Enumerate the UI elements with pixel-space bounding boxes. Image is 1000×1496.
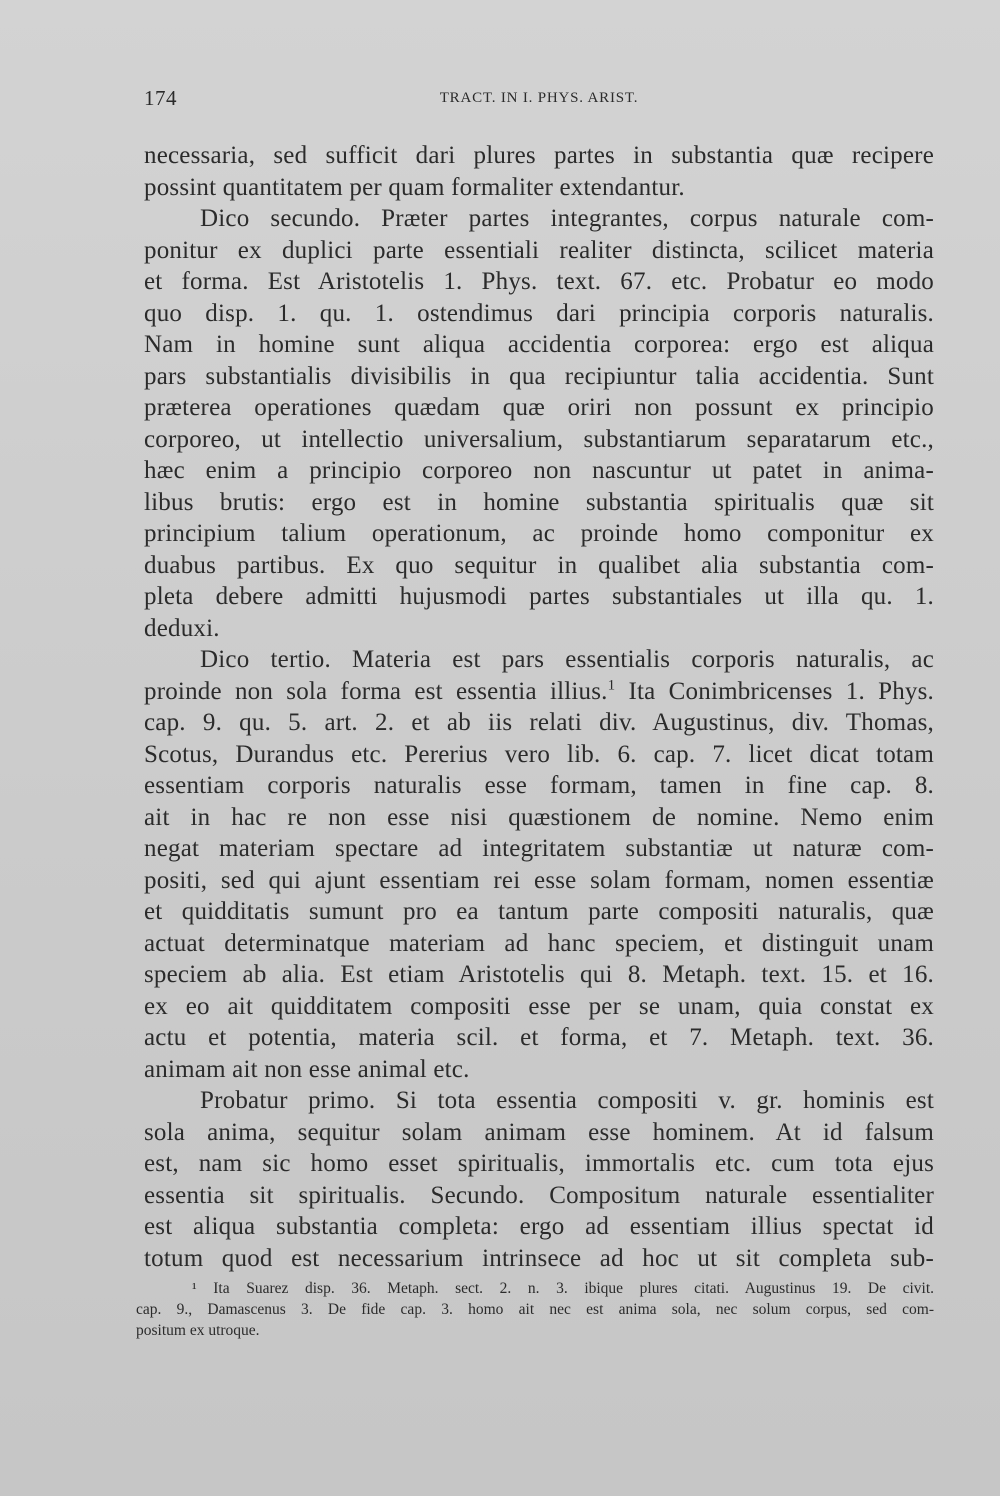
text-line: positi, sed qui ajunt essentiam rei esse solam formam, nomen essentiæ	[144, 866, 934, 894]
text-line: animam ait non esse animal etc.	[144, 1055, 470, 1083]
text-line: cap. 9. qu. 5. art. 2. et ab iis relati div. Augustinus, div. Thomas,	[144, 709, 934, 736]
text-line: sola anima, sequitur solam animam esse hominem. At id falsum	[144, 1118, 934, 1146]
text-line: totum quod est necessarium intrinsece ad hoc ut sit completa sub-	[144, 1244, 934, 1272]
text-line: Dico tertio. Materia est pars essentialis corporis naturalis, ac	[200, 646, 934, 673]
footnote-line	[136, 1278, 934, 1299]
text-line: speciem ab alia. Est etiam Aristotelis qui 8. Metaph. text. 15. et 16.	[144, 961, 934, 988]
page-number: 174	[144, 86, 177, 110]
footnote-reference: 1	[607, 677, 616, 694]
running-head: TRACT. IN I. PHYS. ARIST.	[439, 90, 639, 106]
text-line: est, nam sic homo esset spiritualis, immortalis etc. cum tota ejus	[144, 1150, 934, 1177]
text-fragment: proinde non sola forma est essentia illius.	[144, 677, 608, 705]
text-line: ponitur ex duplici parte essentiali realiter distincta, scilicet materia	[144, 236, 934, 264]
page-header	[144, 86, 934, 116]
text-line: actuat determinatque materiam ad hanc speciem, et distinguit unam	[144, 929, 934, 957]
text-line: negat materiam spectare ad integritatem substantiæ ut naturæ com-	[144, 835, 934, 862]
text-line: est aliqua substantia completa: ergo ad essentiam illius spectat id	[144, 1213, 934, 1240]
text-line: corporeo, ut intellectio universalium, substantiarum separatarum etc.,	[144, 425, 934, 453]
text-line: hæc enim a principio corporeo non nascuntur ut patet in anima-	[144, 457, 934, 484]
text-line: actu et potentia, materia scil. et forma, et 7. Metaph. text. 36.	[144, 1024, 934, 1051]
text-line: ait in hac re non esse nisi quæstionem de nomine. Nemo enim	[144, 803, 934, 831]
footnote-marker: ¹	[192, 1280, 197, 1297]
text-line: essentiam corporis naturalis esse formam, tamen in fine cap. 8.	[144, 772, 934, 799]
text-line: quo disp. 1. qu. 1. ostendimus dari principia corporis naturalis.	[144, 299, 934, 327]
text-line: Probatur primo. Si tota essentia compositi v. gr. hominis est	[200, 1087, 934, 1114]
text-line: essentia sit spiritualis. Secundo. Compositum naturale essentialiter	[144, 1181, 934, 1209]
text-line: et forma. Est Aristotelis 1. Phys. text. 67. etc. Probatur eo modo	[144, 268, 934, 295]
text-line: pars substantialis divisibilis in qua recipiuntur talia accidentia. Sunt	[144, 362, 934, 390]
text-line: libus brutis: ergo est in homine substantia spiritualis quæ sit	[144, 488, 934, 516]
text-line: ex eo ait quidditatem compositi esse per se unam, quia constat ex	[144, 992, 934, 1020]
footnote-line: positum ex utroque.	[136, 1322, 260, 1339]
text-line: Scotus, Durandus etc. Pererius vero lib. 6. cap. 7. licet dicat totam	[144, 740, 934, 768]
main-text	[144, 140, 934, 1274]
text-line: necessaria, sed sufficit dari plures partes in substantia quæ recipere	[144, 142, 934, 169]
text-line: duabus partibus. Ex quo sequitur in qualibet alia substantia com-	[144, 551, 934, 579]
text-line: possint quantitatem per quam formaliter extendantur.	[144, 173, 685, 201]
text-line: præterea operationes quædam quæ oriri non possunt ex principio	[144, 394, 934, 421]
footnotes	[136, 1278, 934, 1341]
text-line: pleta debere admitti hujusmodi partes substantiales ut illa qu. 1.	[144, 583, 934, 610]
footnote-text: Ita Suarez disp. 36. Metaph. sect. 2. n. 3. ibique plures citati. Augustinus 19. De civit.	[213, 1280, 935, 1297]
text-line-with-footnote	[144, 676, 934, 708]
text-line: Dico secundo. Præter partes integrantes, corpus naturale com-	[200, 205, 934, 232]
text-line: principium talium operationum, ac proinde homo componitur ex	[144, 520, 934, 547]
text-fragment: Ita Conimbricenses 1. Phys.	[628, 677, 934, 705]
text-line: deduxi.	[144, 614, 220, 642]
text-line: et quidditatis sumunt pro ea tantum parte compositi naturalis, quæ	[144, 898, 934, 925]
footnote-line: cap. 9., Damascenus 3. De fide cap. 3. homo ait nec est anima sola, nec solum corpus, sed com-	[136, 1301, 934, 1318]
text-line: Nam in homine sunt aliqua accidentia corporea: ergo est aliqua	[144, 331, 934, 358]
